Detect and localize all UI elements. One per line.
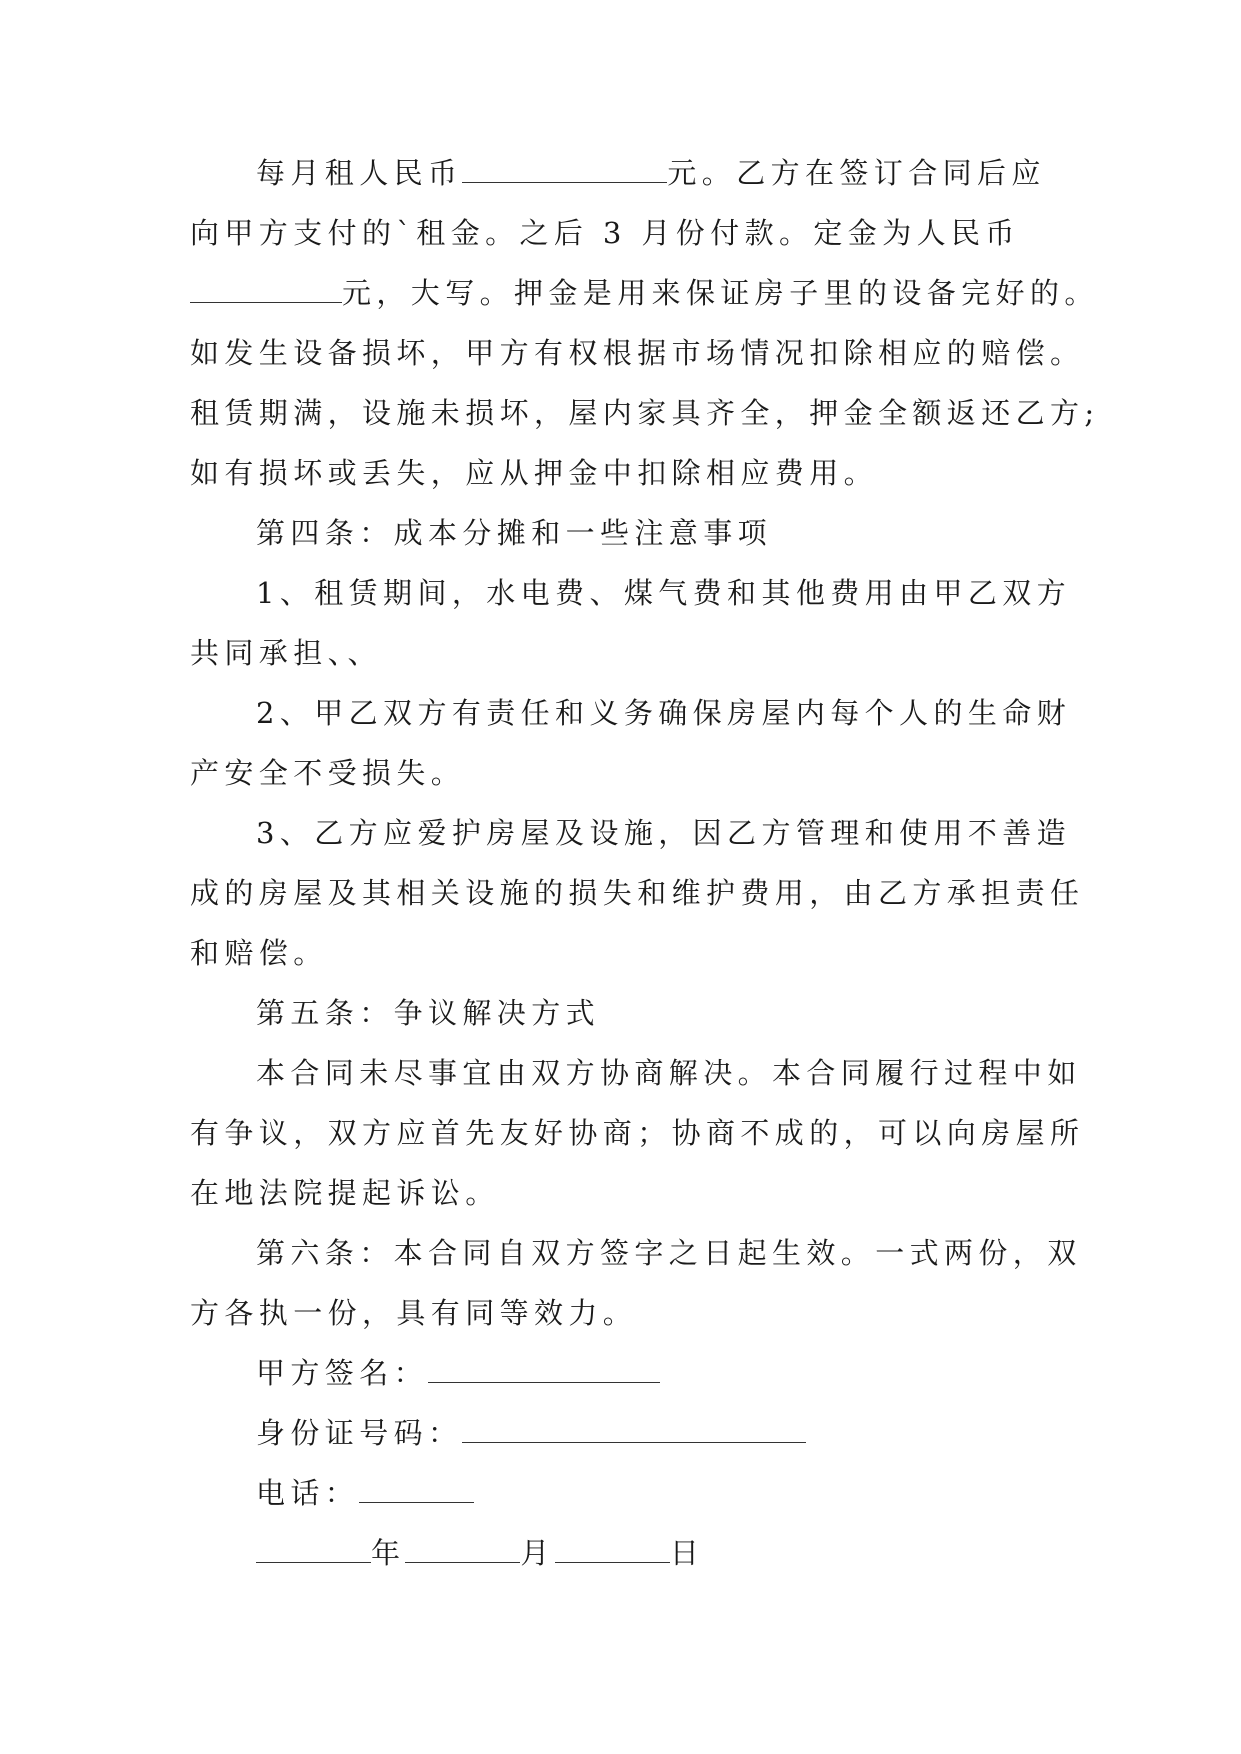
text: 元。乙方在签订合同后应 — [667, 156, 1046, 190]
article6-line2: 方各执一份，具有同等效力。 — [190, 1296, 638, 1330]
phone-label: 电话： — [256, 1476, 360, 1510]
year-label: 年 — [371, 1536, 406, 1570]
article4-item1-line2: 共同承担、、 — [190, 636, 382, 670]
article4-item2-line2: 产安全不受损失。 — [190, 756, 466, 790]
article4-item3-line3: 和赔偿。 — [190, 936, 328, 970]
rent-line-2: 向甲方支付的`租金。之后 3 月份付款。定金为人民币 — [190, 216, 1020, 250]
rent-line-5: 租赁期满，设施未损坏，屋内家具齐全，押金全额返还乙方; — [190, 396, 1100, 430]
id-number-blank — [462, 1416, 806, 1443]
party-a-signature-blank — [428, 1356, 660, 1383]
article5-line1: 本合同未尽事宜由双方协商解决。本合同履行过程中如 — [256, 1056, 1082, 1090]
article4-item3-line2: 成的房屋及其相关设施的损失和维护费用，由乙方承担责任 — [190, 876, 1085, 910]
text: 元，大写。押金是用来保证房子里的设备完好的。 — [342, 276, 1099, 310]
rent-line-3 — [190, 273, 1099, 313]
deposit-amount-blank — [190, 276, 342, 303]
article5-heading: 第五条：争议解决方式 — [256, 996, 601, 1030]
article4-item2-line1: 2、甲乙双方有责任和义务确保房屋内每个人的生命财 — [256, 696, 1072, 730]
article4-heading: 第四条：成本分摊和一些注意事项 — [256, 516, 773, 550]
date-line — [256, 1533, 704, 1573]
rent-line-4: 如发生设备损坏，甲方有权根据市场情况扣除相应的赔偿。 — [190, 336, 1085, 370]
phone-line — [256, 1473, 474, 1513]
month-label: 月 — [520, 1536, 555, 1570]
id-number-line — [256, 1413, 806, 1453]
rent-amount-blank — [462, 156, 667, 183]
id-label: 身份证号码： — [256, 1416, 463, 1450]
article6-line1: 第六条：本合同自双方签字之日起生效。一式两份，双 — [256, 1236, 1082, 1270]
article4-item1-line1: 1、租赁期间，水电费、煤气费和其他费用由甲乙双方 — [256, 576, 1072, 610]
party-a-signature-line — [256, 1353, 660, 1393]
article5-line2: 有争议，双方应首先友好协商；协商不成的，可以向房屋所 — [190, 1116, 1085, 1150]
year-blank — [256, 1536, 371, 1563]
rent-line-6: 如有损坏或丢失，应从押金中扣除相应费用。 — [190, 456, 879, 490]
phone-blank — [359, 1476, 474, 1503]
day-label: 日 — [669, 1536, 705, 1570]
month-blank — [405, 1536, 520, 1563]
day-blank — [555, 1536, 670, 1563]
party-a-label: 甲方签名： — [256, 1356, 429, 1390]
text: 每月租人民币 — [256, 156, 463, 190]
rent-line-1 — [256, 153, 1046, 193]
article5-line3: 在地法院提起诉讼。 — [190, 1176, 500, 1210]
article4-item3-line1: 3、乙方应爱护房屋及设施，因乙方管理和使用不善造 — [256, 816, 1072, 850]
